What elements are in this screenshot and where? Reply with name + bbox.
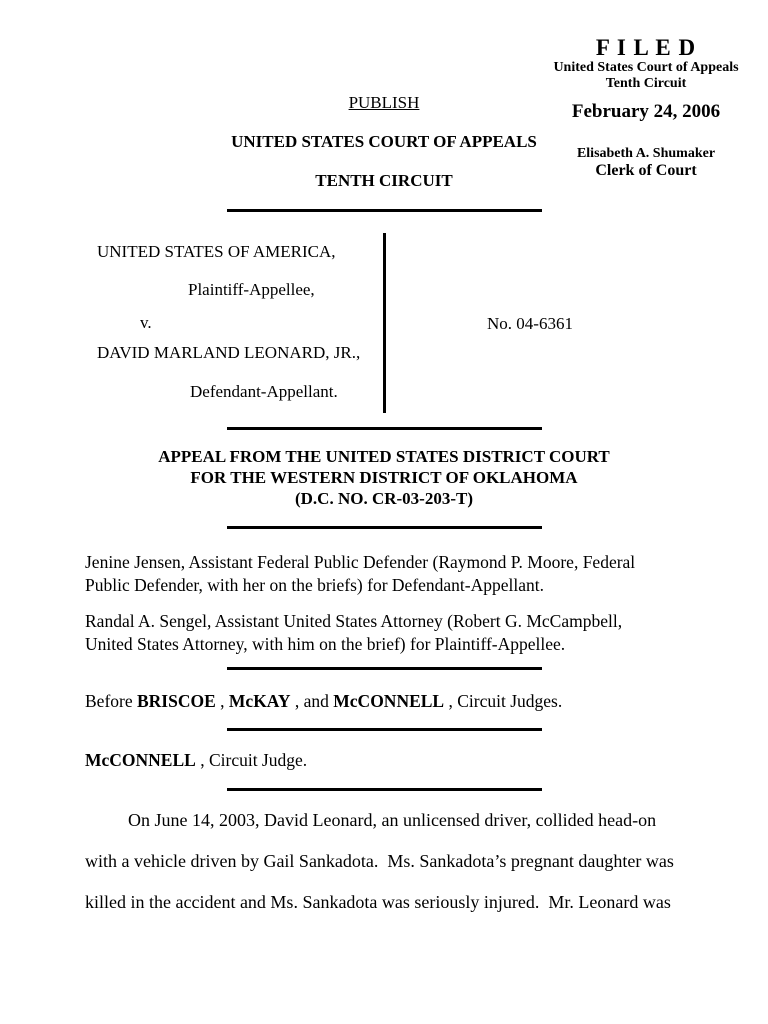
judge-name-mckay: McKAY xyxy=(228,691,291,711)
divider xyxy=(227,427,542,430)
appeal-line: APPEAL FROM THE UNITED STATES DISTRICT COURT xyxy=(158,447,610,466)
filed-stamp-clerk-title: Clerk of Court xyxy=(595,162,697,179)
filed-stamp-clerk-name: Elisabeth A. Shumaker xyxy=(576,146,716,161)
panel-separator: , xyxy=(215,691,229,711)
divider xyxy=(227,209,542,212)
plaintiff-role: Plaintiff-Appellee, xyxy=(188,280,315,299)
publish-label: PUBLISH xyxy=(348,93,420,112)
counsel-appellant xyxy=(85,551,730,597)
court-name: UNITED STATES COURT OF APPEALS xyxy=(231,132,537,151)
judge-name-mcconnell: McCONNELL xyxy=(333,691,445,711)
body-line: killed in the accident and Ms. Sankadota was seriously injured. Mr. Leonard was xyxy=(85,892,671,912)
court-heading xyxy=(114,92,654,192)
counsel-line: Public Defender, with her on the briefs) for Defendant-Appellant. xyxy=(85,575,544,595)
judge-name-briscoe: BRISCOE xyxy=(137,691,216,711)
appeal-line: (D.C. NO. CR-03-203-T) xyxy=(294,489,473,508)
defendant-role: Defendant-Appellant. xyxy=(190,382,338,401)
panel-prefix: Before xyxy=(85,691,137,711)
counsel-line: United States Attorney, with him on the brief) for Plaintiff-Appellee. xyxy=(85,634,566,654)
body-line: On June 14, 2003, David Leonard, an unlicensed driver, collided head-on xyxy=(128,810,657,830)
counsel-line: Randal A. Sengel, Assistant United States Attorney (Robert G. McCampbell, xyxy=(85,611,623,631)
panel-separator: , and xyxy=(290,691,334,711)
author-judge-name: McCONNELL xyxy=(85,750,196,770)
filed-stamp-title: F I L E D xyxy=(595,35,697,60)
case-number: No. 04-6361 xyxy=(487,314,573,333)
author-suffix: , Circuit Judge. xyxy=(195,750,308,770)
filed-stamp-court: United States Court of Appeals xyxy=(553,60,739,75)
defendant-name: DAVID MARLAND LEONARD, JR., xyxy=(97,343,361,362)
divider xyxy=(227,667,542,670)
divider xyxy=(227,526,542,529)
versus-label: v. xyxy=(140,313,152,332)
divider xyxy=(227,788,542,791)
appeal-line: FOR THE WESTERN DISTRICT OF OKLAHOMA xyxy=(190,468,578,487)
author-line xyxy=(85,749,307,771)
counsel-line: Jenine Jensen, Assistant Federal Public Defender (Raymond P. Moore, Federal xyxy=(85,552,636,572)
filed-stamp-circuit: Tenth Circuit xyxy=(605,76,687,91)
plaintiff-name: UNITED STATES OF AMERICA, xyxy=(97,242,336,261)
caption-vertical-bar xyxy=(383,233,386,413)
opinion-body xyxy=(85,800,730,923)
filed-stamp-date: February 24, 2006 xyxy=(571,101,721,122)
body-line: with a vehicle driven by Gail Sankadota. Ms. Sankadota’s pregnant daughter was xyxy=(85,851,674,871)
divider xyxy=(227,728,542,731)
appeal-heading xyxy=(114,446,654,509)
panel-line xyxy=(85,690,562,712)
panel-suffix: , Circuit Judges. xyxy=(444,691,563,711)
circuit-name: TENTH CIRCUIT xyxy=(315,171,453,190)
counsel-appellee xyxy=(85,610,730,656)
